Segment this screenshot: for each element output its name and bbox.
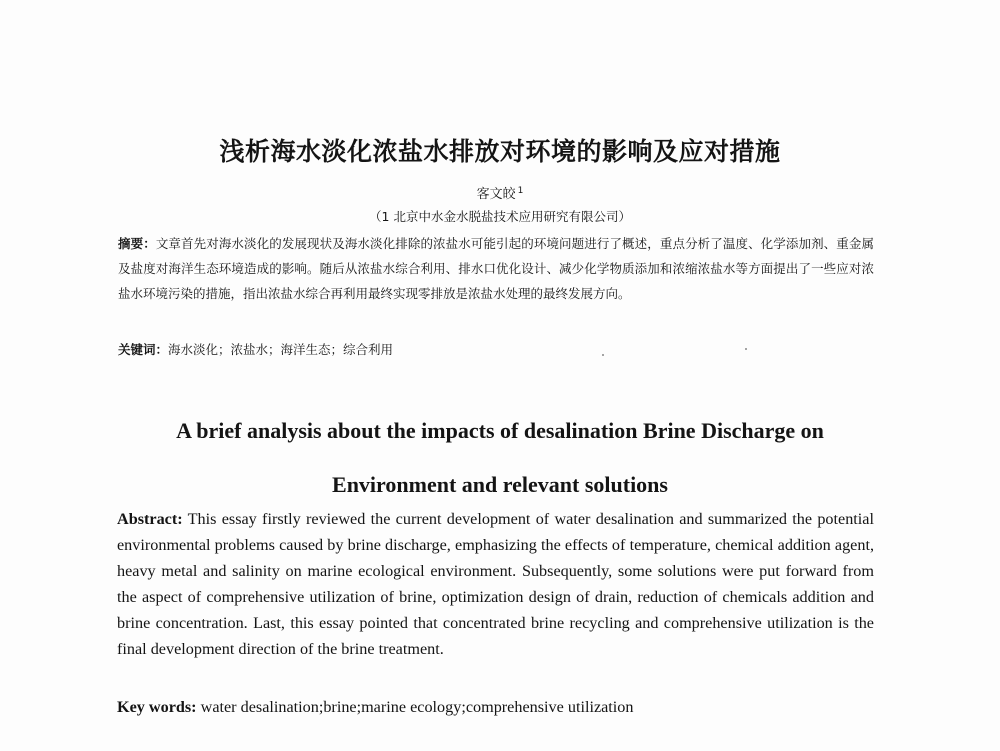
english-title-line-1: A brief analysis about the impacts of desalination Brine Discharge on	[176, 418, 824, 443]
scan-speck	[745, 348, 747, 350]
chinese-title: 浅析海水淡化浓盐水排放对环境的影响及应对措施	[219, 137, 781, 166]
english-title	[60, 404, 940, 512]
chinese-author	[0, 183, 1000, 202]
english-keywords-label: Key words:	[117, 698, 197, 716]
chinese-keywords-label: 关键词：	[118, 342, 169, 357]
english-abstract	[117, 506, 874, 662]
author-superscript: 1	[517, 185, 524, 196]
english-abstract-text: This essay firstly reviewed the current development of water desalination and summarized the potential environmental problems caused by brine discharge, emphasizing the effects of temperature, chemical addition agent, heavy metal and salinity on marine ecological environment. Subsequently, some solutions were put forward from the aspect of comprehensive utilization of brine, optimization design of drain, reduction of chemicals addition and brine concentration. Last, this essay pointed that concentrated brine recycling and comprehensive utilization is the final development direction of the brine treatment.	[117, 510, 874, 658]
author-name: 客文皎	[476, 187, 516, 202]
chinese-abstract-text: 文章首先对海水淡化的发展现状及海水淡化排除的浓盐水可能引起的环境问题进行了概述，重点分析了温度、化学添加剂、重金属及盐度对海洋生态环境造成的影响。随后从浓盐水综合利用、排水口优化设计、减少化学物质添加和浓缩浓盐水等方面提出了一些应对浓盐水环境污染的措施，指出浓盐水综合再利用最终实现零排放是浓盐水处理的最终发展方向。	[118, 236, 874, 301]
chinese-abstract-label: 摘要：	[118, 236, 156, 251]
scan-speck	[602, 354, 604, 356]
chinese-abstract	[118, 231, 874, 306]
chinese-keywords-text: 海水淡化；浓盐水；海洋生态；综合利用	[168, 342, 394, 357]
chinese-affiliation: （1 北京中水金水脱盐技术应用研究有限公司）	[369, 209, 631, 224]
english-keywords	[117, 698, 874, 717]
chinese-keywords	[118, 340, 874, 358]
english-abstract-label: Abstract:	[117, 510, 183, 528]
english-title-line-2: Environment and relevant solutions	[332, 472, 668, 497]
english-keywords-text: water desalination;brine;marine ecology;comprehensive utilization	[200, 698, 634, 716]
